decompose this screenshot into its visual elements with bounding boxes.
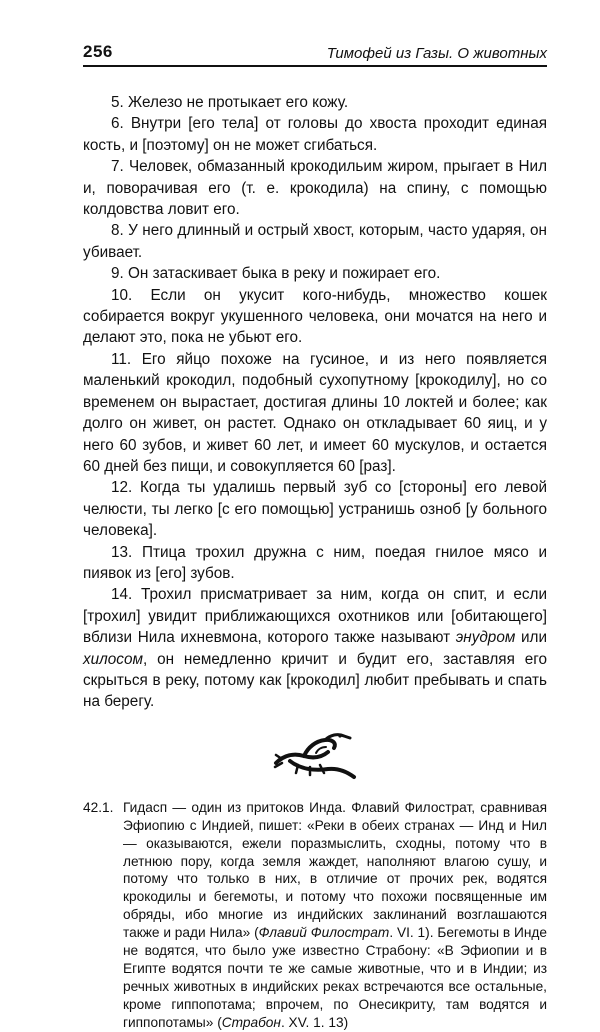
paragraph-13: 13. Птица трохил дружна с ним, поедая гнилое мясо и пиявок из [его] зубов.: [83, 543, 547, 582]
page-header: [83, 38, 547, 62]
footnote-text-b: . VI. 1). Бегемоты в Инде не водятся, что было уже известно Страбону: «В Эфиопии и в Египте водятся почти те же самые животные, что и в Индии; из речных животных в индийских реках встречаются все остальные, кроме гиппопотама; впрочем, по Онесикриту, там водятся и гиппопотамы» (: [123, 925, 547, 1030]
paragraph-12: 12. Когда ты удалишь первый зуб со [стороны] его левой челюсти, ты легко [с его помощью] устранишь озноб [у больного человека].: [83, 479, 547, 540]
citation-philostratus: Флавий Филострат: [258, 925, 390, 941]
paragraph-14-text-c: , он немедленно кричит и будит его, заставляя его скрыться в реку, потому как [крокодил] любит пребывать и спать на берегу.: [83, 650, 547, 711]
footnote-text-a: Гидасп — один из притоков Инда. Флавий Филострат, сравнивая Эфиопию с Индией, пишет: «Реки в обеих странах — Инд и Нил — оказываются, ежели поразмыслить, сходны, потому что в летнюю пору, когда земля жаждет, наполняют влагою сушу, и потому что только в них, в отличие от прочих рек, водятся крокодилы и бегемоты, и потому что похожи посвященные им обряды, ибо многие из индийских заклинаний возглашаются также и ради Нила» (: [123, 799, 547, 941]
paragraph-14-text-a: 14. Трохил присматривает за ним, когда он спит, и если [трохил] увидит приближающихся охотников или [обитающего] вблизи Нила ихневмона, которого также называют: [83, 586, 547, 647]
footnote-number: 42.1.: [83, 799, 114, 815]
paragraph-14: [83, 584, 547, 712]
crocodile-ornament-icon: [270, 725, 360, 785]
paragraph-7: 7. Человек, обмазанный крокодильим жиром, прыгает в Нил и, поворачивая его (т. е. крокодила) на спину, с помощью колдовства ловит его.: [83, 158, 547, 219]
page: [83, 38, 547, 1032]
footnote-text: [123, 799, 547, 1032]
term-khilos: хилосом: [83, 650, 143, 668]
paragraph-6: 6. Внутри [его тела] от головы до хвоста проходит единая кость, и [поэтому] он не может сгибаться.: [83, 115, 547, 154]
term-enudr: энудром: [455, 629, 516, 647]
paragraph-5: 5. Железо не протыкает его кожу.: [111, 94, 349, 111]
paragraph-11: 11. Его яйцо похоже на гусиное, и из него появляется маленький крокодил, подобный сухопутному [крокодилу], но со временем он вырастает, достигая длины 10 локтей и более; как долго он живет, он растет. Однако он откладывает 60 яиц, и у него 60 зубов, и живет 60 лет, и имеет 60 мускулов, и остается 60 дней без пищи, и совокупляется 60 [раз].: [83, 350, 547, 475]
footnote: [83, 799, 547, 1032]
paragraph-14-text-b: или: [515, 629, 547, 647]
paragraph-10: 10. Если он укусит кого-нибудь, множество кошек собирается вокруг укушенного человека, они мочатся на него и делают это, пока не убьют его.: [83, 286, 547, 347]
main-text: [83, 92, 547, 713]
paragraph-9: 9. Он затаскивает быка в реку и пожирает его.: [111, 265, 441, 283]
paragraph-8: 8. У него длинный и острый хвост, которым, часто ударяя, он убивает.: [83, 222, 547, 261]
footnote-text-c: . XV. 1. 13): [280, 1014, 349, 1030]
page-number: 256: [83, 42, 113, 61]
running-title: Тимофей из Газы. О животных: [326, 45, 547, 62]
citation-strabo: Страбон: [221, 1014, 281, 1030]
header-rule: [83, 65, 547, 67]
